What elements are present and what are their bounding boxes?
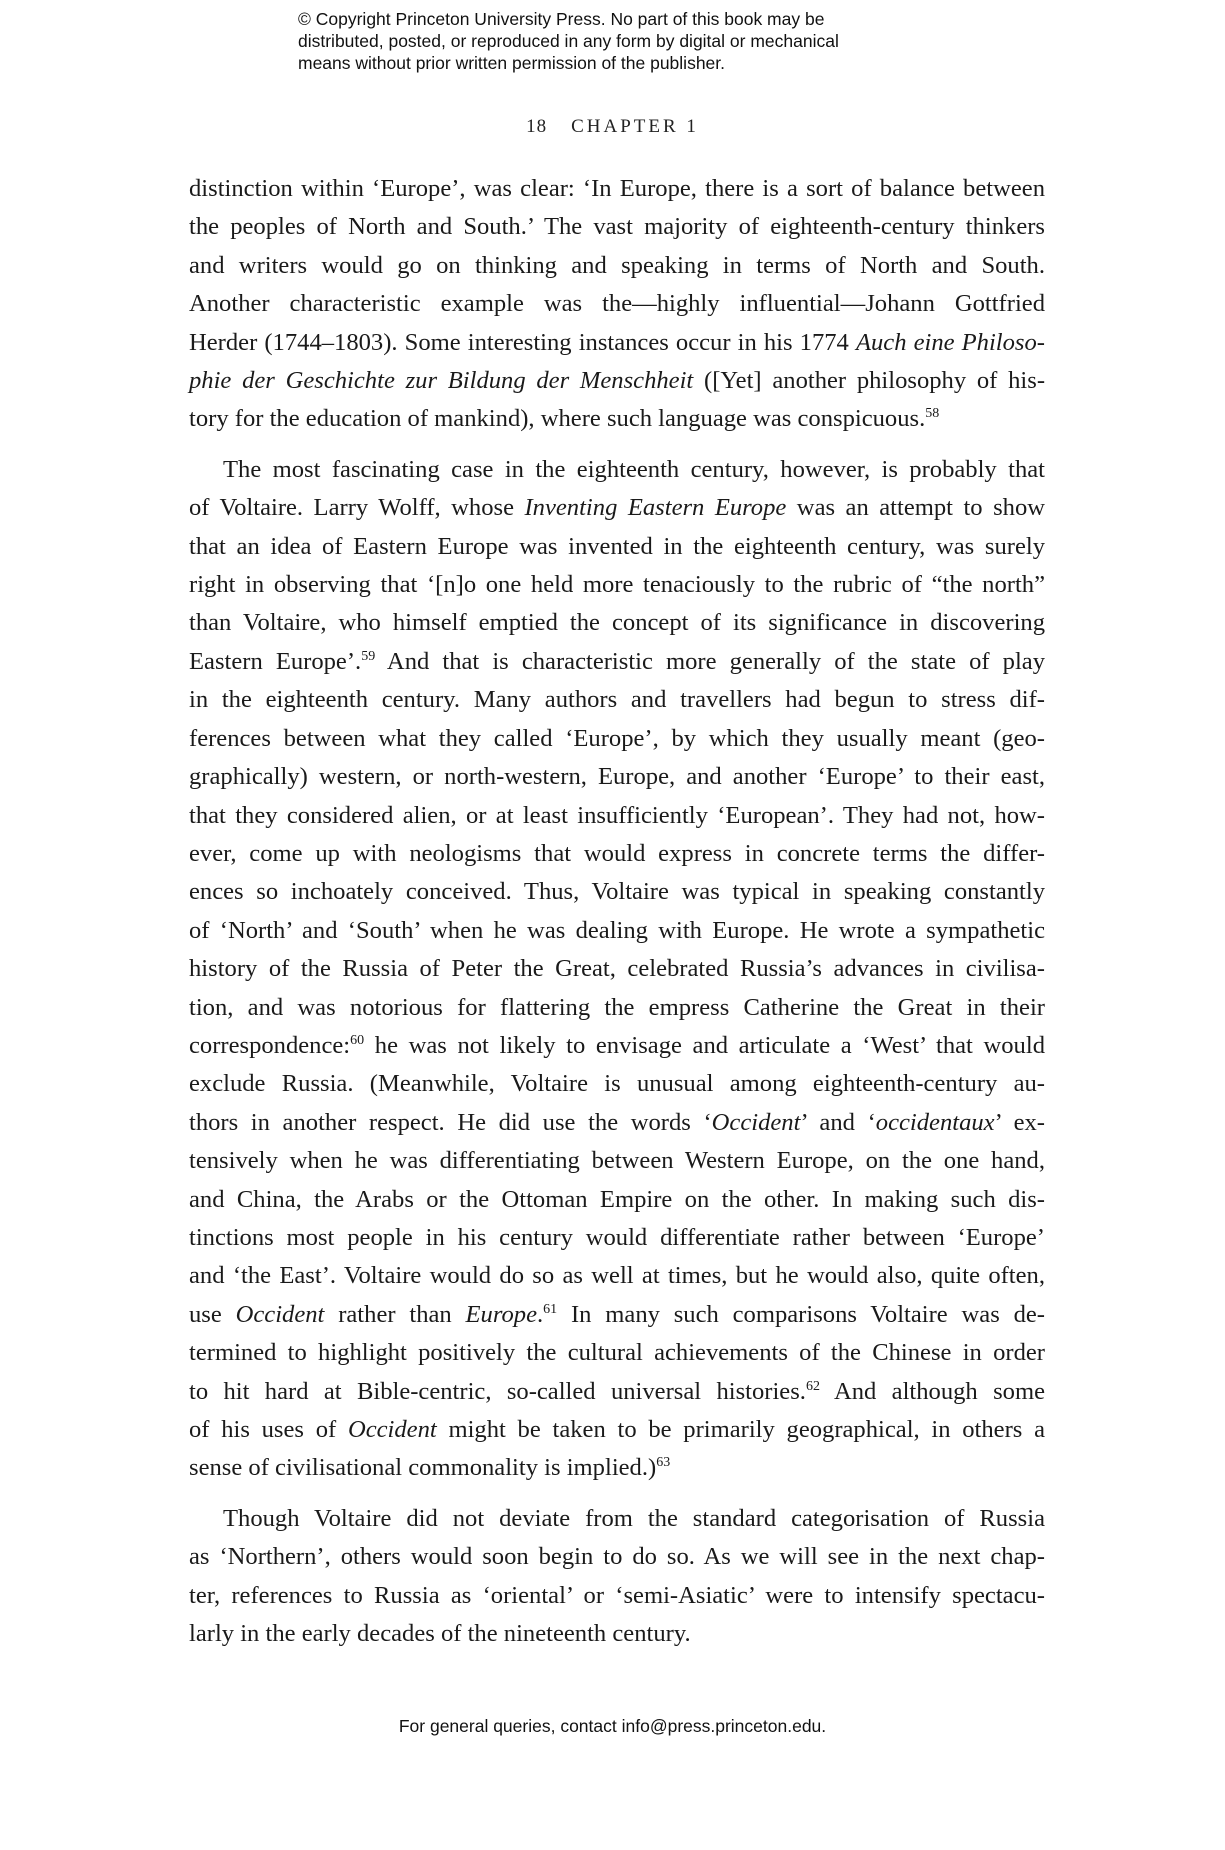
- text-line: right in observing that ‘[n]o one held more tenaciously to the rubric of “the north”: [189, 571, 1045, 599]
- page-number: 18: [526, 116, 548, 137]
- body-text: [189, 170, 1045, 1665]
- text-line: exclude Russia. (Meanwhile, Voltaire is unusual among eighteenth-century au-: [189, 1070, 1045, 1098]
- footnote-ref: 62: [805, 1378, 820, 1394]
- book-title: Auch eine Philoso-: [855, 328, 1045, 356]
- footnote-ref: 58: [925, 406, 940, 422]
- text-line: ever, come up with neologisms that would express in concrete terms the differ-: [189, 839, 1045, 867]
- running-head: [0, 116, 1225, 138]
- paragraph: [189, 451, 1045, 1488]
- text-line: and ‘the East’. Voltaire would do so as well at times, but he would also, quite often,: [189, 1262, 1045, 1290]
- book-title: Inventing Eastern Europe: [524, 494, 787, 522]
- text-line: of his uses of Occident might be taken to be primarily geographical, in others a: [189, 1416, 1045, 1443]
- text-line: The most fascinating case in the eighteenth century, however, is probably that: [223, 455, 1045, 483]
- footnote-ref: 60: [350, 1032, 365, 1048]
- paragraph: [189, 170, 1045, 439]
- italic-term: Europe: [465, 1300, 538, 1328]
- text-line: that an idea of Eastern Europe was invented in the eighteenth century, was surely: [189, 532, 1045, 560]
- text-line: correspondence:$^{60}$ he was not likely to envisage and articulate a ‘West’ that would: [189, 1031, 1045, 1059]
- italic-term: occidentaux: [875, 1108, 995, 1136]
- italic-term: Occident: [347, 1416, 437, 1443]
- text-line: termined to highlight positively the cultural achievements of the Chinese in order: [189, 1339, 1045, 1367]
- text-line: than Voltaire, who himself emptied the concept of its significance in discovering: [189, 609, 1045, 637]
- text-line: as ‘Northern’, others would soon begin to do so. As we will see in the next chap-: [189, 1543, 1045, 1571]
- copyright-line: © Copyright Princeton University Press. No part of this book may be: [298, 9, 825, 29]
- text-line: ences so inchoately conceived. Thus, Voltaire was typical in speaking constantly: [189, 878, 1045, 906]
- text-line: use Occident rather than Europe.$^{61}$ In many such comparisons Voltaire was de-: [189, 1300, 1045, 1328]
- footer-contact: For general queries, contact info@press.princeton.edu.: [398, 1716, 827, 1736]
- text-line: sense of civilisational commonality is implied.)$^{63}$: [189, 1454, 671, 1482]
- text-line: Another characteristic example was the—highly influential—Johann Gottfried: [189, 290, 1045, 318]
- footnote-ref: 61: [543, 1301, 558, 1317]
- text-line: Though Voltaire did not deviate from the standard categorisation of Russia: [223, 1504, 1045, 1532]
- text-line: larly in the early decades of the nineteenth century.: [189, 1620, 691, 1648]
- text-line: tion, and was notorious for flattering the empress Catherine the Great in their: [189, 993, 1045, 1021]
- text-line: in the eighteenth century. Many authors and travellers had begun to stress dif-: [189, 686, 1045, 714]
- copyright-line: means without prior written permission of the publisher.: [298, 53, 726, 73]
- text-line: ter, references to Russia as ‘oriental’ or ‘semi-Asiatic’ were to intensify spectacu-: [189, 1581, 1045, 1609]
- text-line: to hit hard at Bible-centric, so-called universal histories.$^{62}$ And although some: [189, 1377, 1045, 1405]
- text-line: Herder (1744–1803). Some interesting instances occur in his 1774 Auch eine Philoso-: [189, 328, 1045, 356]
- text-line: of ‘North’ and ‘South’ when he was dealing with Europe. He wrote a sympathetic: [189, 916, 1045, 944]
- text-line: graphically) western, or north-western, Europe, and another ‘Europe’ to their east,: [189, 763, 1045, 791]
- book-title: phie der Geschichte zur Bildung der Menschheit: [189, 367, 694, 395]
- text-line: of Voltaire. Larry Wolff, whose Inventing Eastern Europe was an attempt to show: [189, 494, 1046, 522]
- text-line: ferences between what they called ‘Europe’, by which they usually meant (geo-: [189, 724, 1045, 752]
- italic-term: Occident: [235, 1300, 325, 1328]
- footnote-ref: 59: [361, 648, 376, 664]
- text-line: distinction within ‘Europe’, was clear: ‘In Europe, there is a sort of balance between: [189, 175, 1045, 202]
- text-line: the peoples of North and South.’ The vast majority of eighteenth-century thinkers: [189, 213, 1045, 241]
- text-line: tinctions most people in his century would differentiate rather between ‘Europe’: [189, 1223, 1045, 1251]
- text-line: tory for the education of mankind), where such language was conspicuous.$^{58}$: [189, 405, 940, 433]
- text-line: phie der Geschichte zur Bildung der Menschheit ([Yet] another philosophy of his-: [189, 367, 1046, 395]
- chapter-label: CHAPTER 1: [571, 116, 699, 137]
- text-line: Eastern Europe’.$^{59}$ And that is characteristic more generally of the state of play: [189, 647, 1045, 675]
- text-line: tensively when he was differentiating between Western Europe, on the one hand,: [189, 1147, 1045, 1175]
- copyright-notice: [298, 8, 938, 74]
- italic-term: Occident: [711, 1108, 801, 1136]
- footnote-ref: 63: [656, 1455, 671, 1471]
- text-line: and China, the Arabs or the Ottoman Empire on the other. In making such dis-: [189, 1185, 1045, 1213]
- text-line: thors in another respect. He did use the words ‘Occident’ and ‘occidentaux’ ex-: [189, 1108, 1045, 1136]
- text-line: that they considered alien, or at least insufficiently ‘European’. They had not, how-: [189, 801, 1045, 829]
- text-line: history of the Russia of Peter the Great, celebrated Russia’s advances in civilisa-: [189, 955, 1045, 983]
- copyright-line: distributed, posted, or reproduced in any form by digital or mechanical: [298, 31, 839, 51]
- paragraph: [189, 1500, 1045, 1654]
- text-line: and writers would go on thinking and speaking in terms of North and South.: [189, 251, 1045, 279]
